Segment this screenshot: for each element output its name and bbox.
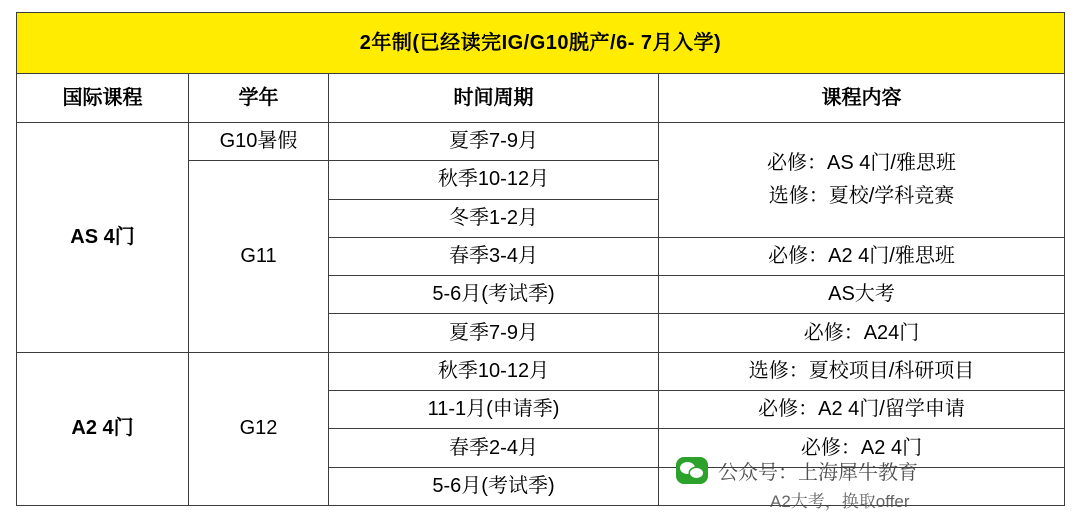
content-cell: 选修：夏校项目/科研项目 [659, 352, 1065, 390]
year-label-g12: G12 [189, 352, 329, 505]
period-cell: 5-6月(考试季) [329, 276, 659, 314]
period-cell: 秋季10-12月 [329, 352, 659, 390]
schedule-table [16, 12, 1065, 506]
period-cell: 11-1月(申请季) [329, 391, 659, 429]
period-cell: 春季2-4月 [329, 429, 659, 467]
content-cell: 必修：A2 4门/留学申请 [659, 391, 1065, 429]
column-header-course: 国际课程 [17, 74, 189, 123]
content-cell: AS大考 [659, 276, 1065, 314]
content-line: 选修：夏校/学科竞赛 [768, 184, 955, 207]
content-cell: 必修：A24门 [659, 314, 1065, 352]
period-cell: 5-6月(考试季) [329, 467, 659, 505]
content-cell [659, 467, 1065, 505]
watermark-text: 公众号：上海犀牛教育 [718, 462, 918, 484]
table-row [17, 352, 1065, 390]
column-header-period: 时间周期 [329, 74, 659, 123]
table-title-row [17, 13, 1065, 74]
column-header-year: 学年 [189, 74, 329, 123]
period-cell: 秋季10-12月 [329, 161, 659, 199]
content-line: 必修：AS 4门/雅思班 [767, 151, 956, 174]
course-label-a2: A2 4门 [17, 352, 189, 505]
page-title: 2年制(已经读完IG/G10脱产/6- 7月入学) [17, 13, 1065, 74]
content-cell: 必修：A2 4门/雅思班 [659, 237, 1065, 275]
course-label-as: AS 4门 [17, 123, 189, 353]
year-label-g10-summer: G10暑假 [189, 123, 329, 161]
content-cell: 必修：A2 4门 [659, 429, 1065, 467]
table-header-row [17, 74, 1065, 123]
watermark-sub-text: A2大考，换取offer [770, 492, 910, 511]
column-header-content: 课程内容 [659, 74, 1065, 123]
table-row [17, 123, 1065, 161]
year-label-g11: G11 [189, 161, 329, 352]
content-cell-as-required [659, 123, 1065, 238]
period-cell: 冬季1-2月 [329, 199, 659, 237]
period-cell: 春季3-4月 [329, 237, 659, 275]
period-cell: 夏季7-9月 [329, 314, 659, 352]
schedule-sheet [16, 12, 1064, 506]
period-cell: 夏季7-9月 [329, 123, 659, 161]
